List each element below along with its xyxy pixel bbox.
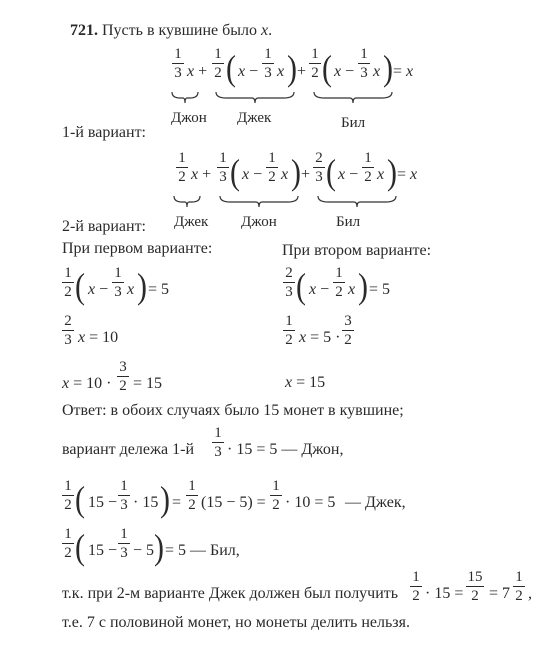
brace-jack-2	[172, 194, 202, 208]
answer-frac-1-3: 1 3	[212, 425, 224, 460]
frac-1-3c: 1 3	[358, 46, 370, 81]
header-first: При первом варианте:	[62, 240, 213, 257]
footer-line2: т.е. 7 с половиной монет, но монеты делить нельзя.	[62, 614, 410, 631]
frac-1-2b: 1 2	[309, 46, 321, 81]
header-second: При втором варианте:	[282, 242, 432, 259]
brace-jack-1	[214, 90, 296, 104]
brace-bill-2	[316, 194, 398, 208]
problem-number: 721.	[70, 22, 98, 39]
name-label: Бил	[341, 115, 366, 131]
variant2-label: 2-й вариант:	[62, 218, 146, 235]
answer-bill: = 5 — Бил,	[165, 542, 240, 559]
footer-line1: т.к. при 2-м варианте Джек должен был получить	[62, 585, 399, 602]
name-label: Бил	[336, 214, 361, 230]
answer-text: Ответ: в обоих случаях было 15 монет в кувшине;	[62, 402, 404, 419]
problem-var: x	[261, 22, 269, 39]
brace-bill-1	[312, 90, 394, 104]
problem-title	[70, 22, 272, 40]
answer-john: · 15 = 5 — Джон,	[227, 441, 344, 458]
frac-1-3b: 1 3	[262, 46, 274, 81]
frac-1-3: 1 3	[172, 46, 184, 81]
problem-intro: Пусть в кувшине было	[102, 22, 262, 39]
brace-john-2	[218, 194, 300, 208]
frac-1-2: 1 2	[212, 46, 224, 81]
name-label: Джек	[174, 214, 209, 230]
name-label: Джон	[171, 110, 207, 126]
name-label: Джек	[237, 110, 272, 126]
name-label: Джон	[241, 214, 277, 230]
answer-split-intro: вариант дележа 1-й	[62, 441, 195, 458]
brace-john-1	[170, 90, 200, 104]
problem-intro-end: .	[268, 22, 273, 39]
variant1-label: 1-й вариант:	[62, 124, 146, 141]
answer-jack: — Джек,	[345, 494, 406, 511]
page: 721. Пусть в кувшине было x. 1 3 x + 1 2 ( x − 1 3 x ) + 1 2 ( x − 1 3 x ) = x Джон Джек Бил 1-й вариант: 1 2 x + 1 3 ( x − 1 2 x ) + 2 3 ( x − 1 2 x ) = x Джек Джон Бил 2-й вариант: При первом варианте: При втором варианте: 1 2 ( x − 1 3 x ) = 5 2 3 x = 10 x = 10 · 3 2 = 15 2 3 ( x − 1 2 x ) = 5 1 2 x = 5 · 3 2 x = 15 Ответ: в обоих случаях было 15 монет в кувшине; вариант дележа 1-й 1 3 · 15 = 5 — Джон, 1 2 ( 15 − 1 3 · 15 ) = 1 2 (15 − 5) = 1 2 · 10 = 5 — Джек, 1 2 ( 15 − 1 3 − 5 ) = 5 — Бил, т.к. при 2-м варианте Джек должен был получить 1 2 · 15 = 15 2 = 7 1 2 , т.е. 7 с половиной монет, но монеты делить нельзя.	[62, 22, 532, 631]
